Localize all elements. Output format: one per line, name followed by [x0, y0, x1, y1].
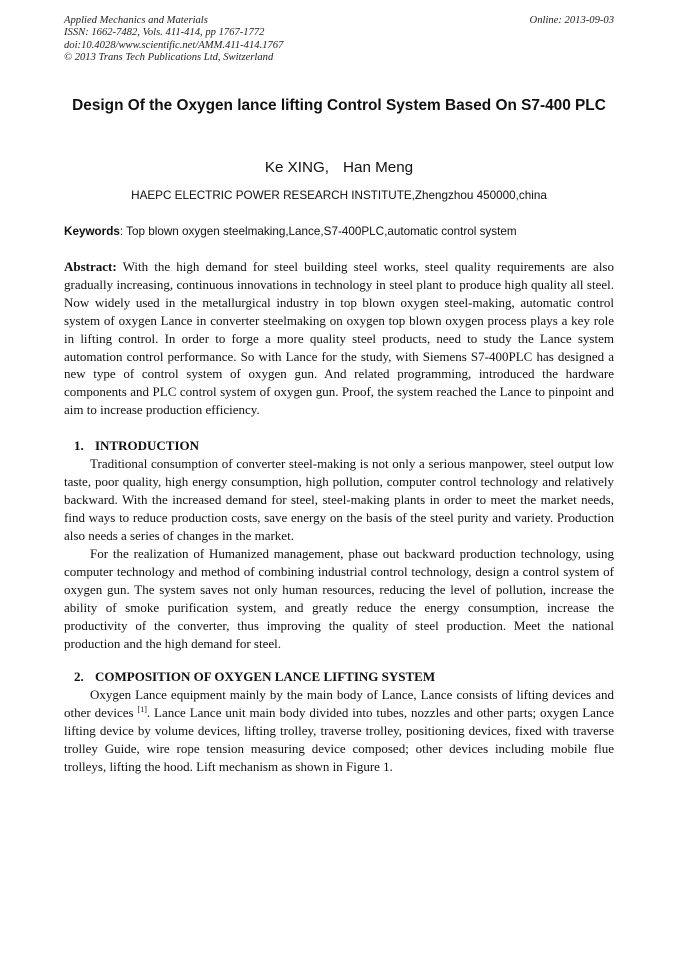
author-name: Ke XING, [264, 159, 330, 176]
section-number: 2. [74, 669, 84, 684]
paragraph: For the realization of Humanized management, phase out backward production technology, using computer technology and method of combining industrial control technology, design a control system of oxygen gun. The system saves not only human resources, reducing the level of pollution, increase the ability of smoke purification system, and greatly reduce the energy consumption, increase the productivity of the converter, thus improving the quality of steel production. Meet the national production and the high demand for steel. [64, 546, 614, 651]
issn-line: ISSN: 1662-7482, Vols. 411-414, pp 1767-1772 [64, 27, 265, 39]
abstract-text: With the high demand for steel building steel works, steel quality requirements are also gradually increasing, continuous innovations in technology in steel plant to produce high quality all steel. Now widely used in the metallurgical industry in top blown oxygen steel-making, automatic control system of oxygen Lance in converter steelmaking on oxygen top blown oxygen process plays a key role in lifting control. In order to forge a more quality steel products, need to study the Lance system automation control performance. So with Lance for the study, with Siemens S7-400PLC has designed a new type of control system of oxygen gun. And related programming, introduced the hardware components and PLC control system of oxygen gun. Proof, the system reached the Lance to pinpoint and aim to increase production efficiency. [64, 259, 614, 418]
paragraph: Traditional consumption of converter steel-making is not only a serious manpower, steel output low taste, poor quality, high energy consumption, high pollution, computer control technology and relatively backward. With the increased demand for steel, steel-making plants in order to meet the market needs, find ways to reduce production costs, save energy on the basis of the steel purity and variety. Production also needs a series of changes in the market. [64, 456, 614, 543]
abstract [64, 258, 614, 419]
keywords [64, 224, 624, 240]
copyright-line: © 2013 Trans Tech Publications Ltd, Switzerland [64, 51, 274, 63]
affiliation: HAEPC ELECTRIC POWER RESEARCH INSTITUTE,Zhengzhou 450000,china [131, 189, 547, 202]
section-title: INTRODUCTION [95, 438, 200, 453]
citation-ref[interactable]: [1] [137, 704, 147, 714]
paragraph [64, 686, 614, 776]
paragraph-text: Oxygen Lance equipment mainly by the main body of Lance, Lance consists of lifting devices and other devices [64, 687, 614, 720]
section-number: 1. [74, 438, 84, 453]
abstract-label: Abstract: [64, 259, 117, 274]
keywords-text: : Top blown oxygen steelmaking,Lance,S7-400PLC,automatic control system [119, 225, 517, 238]
online-date: Online: 2013-09-03 [529, 15, 614, 26]
paper-title: Design Of the Oxygen lance lifting Control System Based On S7-400 PLC [72, 97, 606, 114]
section-title: COMPOSITION OF OXYGEN LANCE LIFTING SYSTEM [95, 669, 436, 684]
keywords-label: Keywords [64, 225, 120, 238]
section-heading-composition [74, 668, 435, 685]
section-heading-introduction [74, 437, 199, 454]
journal-name: Applied Mechanics and Materials [64, 15, 208, 26]
paragraph-text: . Lance Lance unit main body divided into tubes, nozzles and other parts; oxygen Lance lifting device by volume devices, lifting trolley, traverse trolley, positioning devices, fixed with traverse trolley Guide, wire rope tension measuring device composed; other devices including mobile flue trolleys, lifting the hood. Lift mechanism as shown in Figure 1. [64, 704, 614, 774]
author-name: Han Meng [343, 159, 414, 176]
journal-header [64, 15, 283, 64]
doi-line: doi:10.4028/www.scientific.net/AMM.411-414.1767 [64, 39, 284, 51]
author-list [64, 158, 614, 178]
